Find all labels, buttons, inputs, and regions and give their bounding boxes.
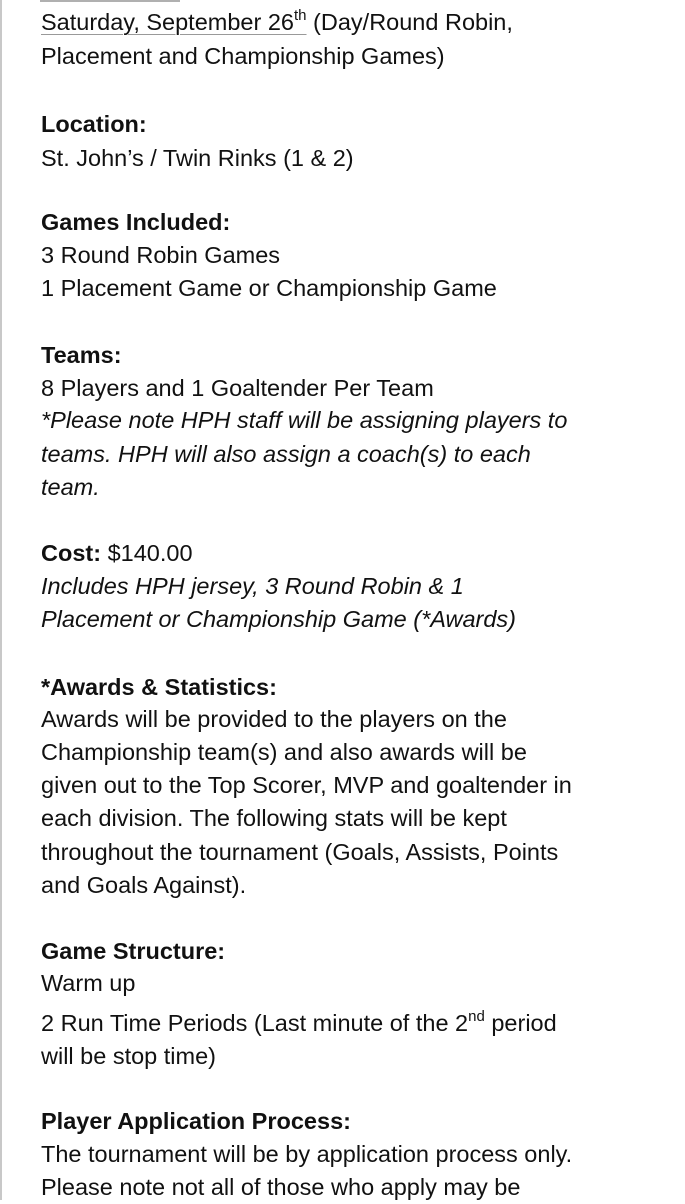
teams-note-line-2: teams. HPH will also assign a coach(s) to each (41, 441, 531, 467)
date-line-2: Placement and Championship Games) (41, 43, 445, 69)
cost-note-line-1: Includes HPH jersey, 3 Round Robin & 1 (41, 573, 464, 599)
structure-warmup: Warm up (41, 970, 136, 996)
games-item-2: 1 Placement Game or Championship Game (41, 275, 497, 301)
awards-line-1: Awards will be provided to the players on the (41, 706, 507, 732)
awards-line-5: throughout the tournament (Goals, Assists, Points (41, 839, 559, 865)
application-line-1: The tournament will be by application process only. (41, 1141, 573, 1167)
left-margin-rule (0, 0, 2, 1200)
structure-periods-line-2: will be stop time) (41, 1043, 216, 1069)
games-item-1: 3 Round Robin Games (41, 242, 281, 268)
teams-note-line-1: *Please note HPH staff will be assigning players to (41, 407, 568, 433)
date-line (41, 6, 513, 39)
structure-heading: Game Structure: (41, 938, 226, 964)
cost-line (41, 537, 193, 570)
awards-line-6: and Goals Against). (41, 872, 247, 898)
cost-note-line-2: Placement or Championship Game (*Awards) (41, 606, 516, 632)
application-heading: Player Application Process: (41, 1108, 351, 1134)
awards-line-3: given out to the Top Scorer, MVP and goaltender in (41, 772, 572, 798)
teams-note-line-3: team. (41, 474, 100, 500)
awards-line-4: each division. The following stats will be kept (41, 805, 507, 831)
cost-heading: Cost: (41, 540, 102, 566)
cost-value: $140.00 (101, 540, 193, 566)
games-heading: Games Included: (41, 209, 231, 235)
teams-heading: Teams: (41, 342, 122, 368)
date-superscript: th (294, 7, 307, 24)
top-divider (40, 0, 180, 2)
location-heading: Location: (41, 111, 147, 137)
structure-periods: 2 Run Time Periods (Last minute of the 2nd period (41, 1008, 557, 1036)
awards-heading: *Awards & Statistics: (41, 674, 277, 700)
date-text: Saturday, September 26th (41, 7, 307, 35)
application-line-2: Please note not all of those who apply may be (41, 1174, 521, 1200)
awards-line-2: Championship team(s) and also awards will be (41, 739, 527, 765)
location-value: St. John’s / Twin Rinks (1 & 2) (41, 145, 354, 171)
period-superscript: nd (468, 1008, 485, 1025)
date-note: (Day/Round Robin, (306, 9, 513, 35)
teams-value: 8 Players and 1 Goaltender Per Team (41, 375, 434, 401)
